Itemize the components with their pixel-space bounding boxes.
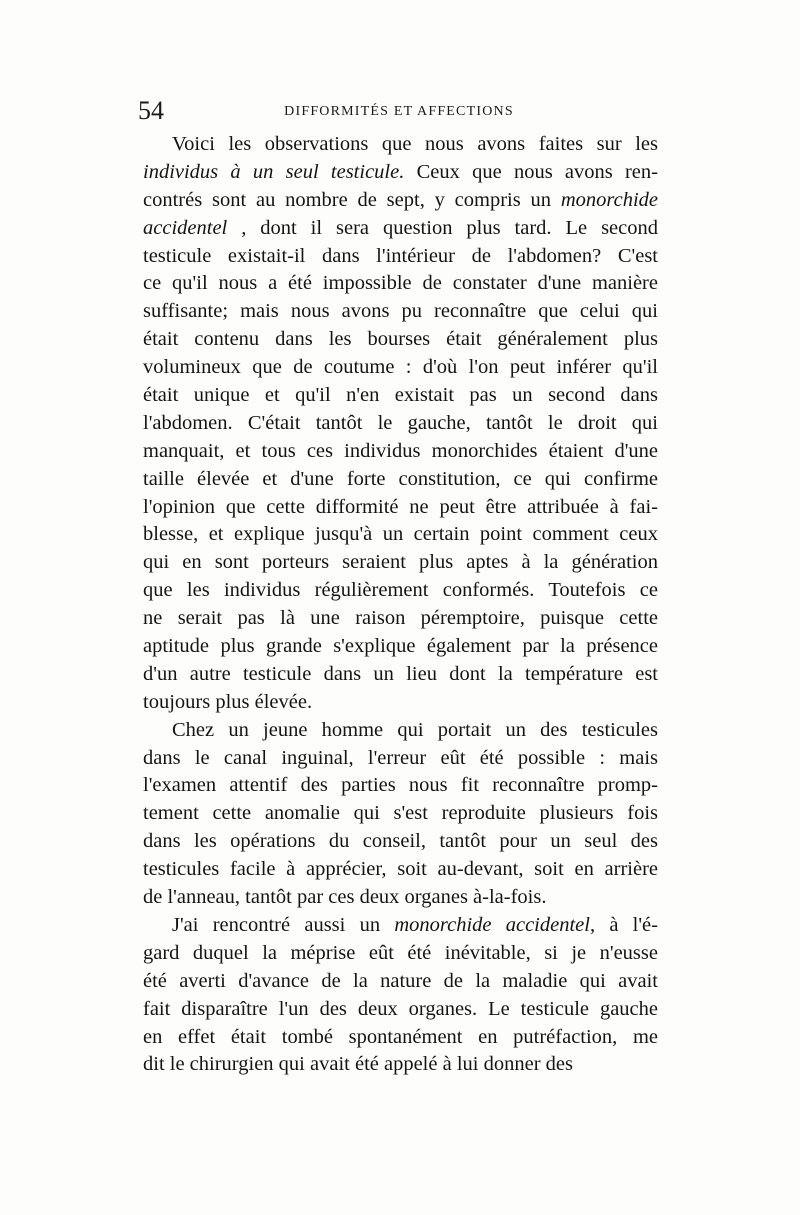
text-line [143, 661, 658, 689]
italic-text: accidentel [143, 216, 228, 239]
text-run: blesse, et explique jusqu'à un certain point comment ceux [143, 523, 658, 546]
text-run: que les individus régulièrement conformés. Toutefois ce [143, 579, 658, 602]
text-run: en effet était tombé spontanément en putréfaction, me [143, 1025, 658, 1048]
text-line [143, 828, 658, 856]
text-run: Ceux que nous avons ren- [404, 160, 658, 183]
text-run: toujours plus élevée. [143, 690, 313, 713]
text-line [143, 577, 658, 605]
italic-text: individus à un seul testicule. [143, 160, 405, 183]
text-line [143, 382, 658, 410]
text-line [143, 800, 658, 828]
text-line [143, 856, 658, 884]
text-line [143, 633, 658, 661]
text-line [143, 243, 658, 271]
paragraph [143, 912, 658, 1079]
text-run: l'abdomen. C'était tantôt le gauche, tantôt le droit qui [143, 411, 658, 434]
text-run: ce qu'il nous a été impossible de constater d'une manière [143, 272, 658, 295]
text-line [143, 326, 658, 354]
text-run: , à l'é- [589, 913, 658, 936]
text-line [143, 884, 658, 912]
text-line [143, 410, 658, 438]
text-run: testicules facile à apprécier, soit au-devant, soit en arrière [143, 858, 658, 881]
text-run: dans les opérations du conseil, tantôt pour un seul des [143, 830, 658, 853]
text-run: été averti d'avance de la nature de la maladie qui avait [143, 969, 658, 992]
page-number: 54 [138, 96, 164, 125]
text-run: Chez un jeune homme qui portait un des testicules [172, 718, 658, 741]
text-run: dit le chirurgien qui avait été appelé à lui donner des [143, 1053, 573, 1076]
text-run: était contenu dans les bourses était généralement plus [143, 328, 658, 351]
text-run: Voici les observations que nous avons faites sur les [172, 133, 658, 155]
text-line [143, 968, 658, 996]
text-line [143, 689, 658, 717]
text-run: taille élevée et d'une forte constitution, ce qui confirme [143, 467, 658, 490]
text-line [143, 521, 658, 549]
text-line [143, 549, 658, 577]
text-run: tement cette anomalie qui s'est reproduite plusieurs fois [143, 802, 658, 825]
text-line [143, 940, 658, 968]
text-line [143, 717, 658, 745]
text-line [143, 745, 658, 773]
paragraph [143, 131, 658, 717]
text-line [143, 187, 658, 215]
text-run: l'opinion que cette difformité ne peut être attribuée à fai- [143, 495, 658, 518]
text-run: gard duquel la méprise eût été inévitable, si je n'eusse [143, 941, 658, 964]
italic-text: monorchide accidentel [394, 913, 590, 936]
text-line [143, 996, 658, 1024]
text-run: dans le canal inguinal, l'erreur eût été possible : mais [143, 746, 658, 769]
text-run: qui en sont porteurs seraient plus aptes à la génération [143, 551, 658, 574]
text-run: J'ai rencontré aussi un [172, 913, 395, 936]
text-line [143, 215, 658, 243]
text-run: manquait, et tous ces individus monorchides étaient d'une [143, 439, 658, 462]
text-run: suffisante; mais nous avons pu reconnaître que celui qui [143, 300, 658, 323]
text-run: ne serait pas là une raison péremptoire, puisque cette [143, 607, 658, 630]
text-run: , dont il sera question plus tard. Le second [227, 216, 658, 239]
paragraph [143, 717, 658, 912]
text-run: aptitude plus grande s'explique également par la présence [143, 635, 658, 658]
text-line [143, 605, 658, 633]
italic-text: monorchide [560, 188, 658, 211]
text-line [143, 438, 658, 466]
page-header [138, 96, 660, 126]
text-line [143, 772, 658, 800]
text-run: fait disparaître l'un des deux organes. Le testicule gauche [143, 997, 658, 1020]
text-line [143, 270, 658, 298]
text-run: l'examen attentif des parties nous fit reconnaître promp- [143, 774, 658, 797]
text-line [143, 494, 658, 522]
text-line [143, 912, 658, 940]
text-line [143, 466, 658, 494]
text-line [143, 131, 658, 159]
running-head: DIFFORMITÉS ET AFFECTIONS [284, 104, 514, 119]
text-line [143, 1024, 658, 1052]
text-run: d'un autre testicule dans un lieu dont la température est [143, 662, 658, 685]
text-line [143, 354, 658, 382]
text-line [143, 159, 658, 187]
body-text [143, 131, 658, 1079]
text-line [143, 1051, 658, 1079]
text-run: testicule existait-il dans l'intérieur de l'abdomen? C'est [143, 244, 658, 267]
text-run: de l'anneau, tantôt par ces deux organes à-la-fois. [143, 886, 547, 909]
text-line [143, 298, 658, 326]
text-run: était unique et qu'il n'en existait pas un second dans [143, 384, 658, 407]
text-run: contrés sont au nombre de sept, y compris un [143, 188, 561, 211]
text-run: volumineux que de coutume : d'où l'on peut inférer qu'il [143, 356, 658, 379]
